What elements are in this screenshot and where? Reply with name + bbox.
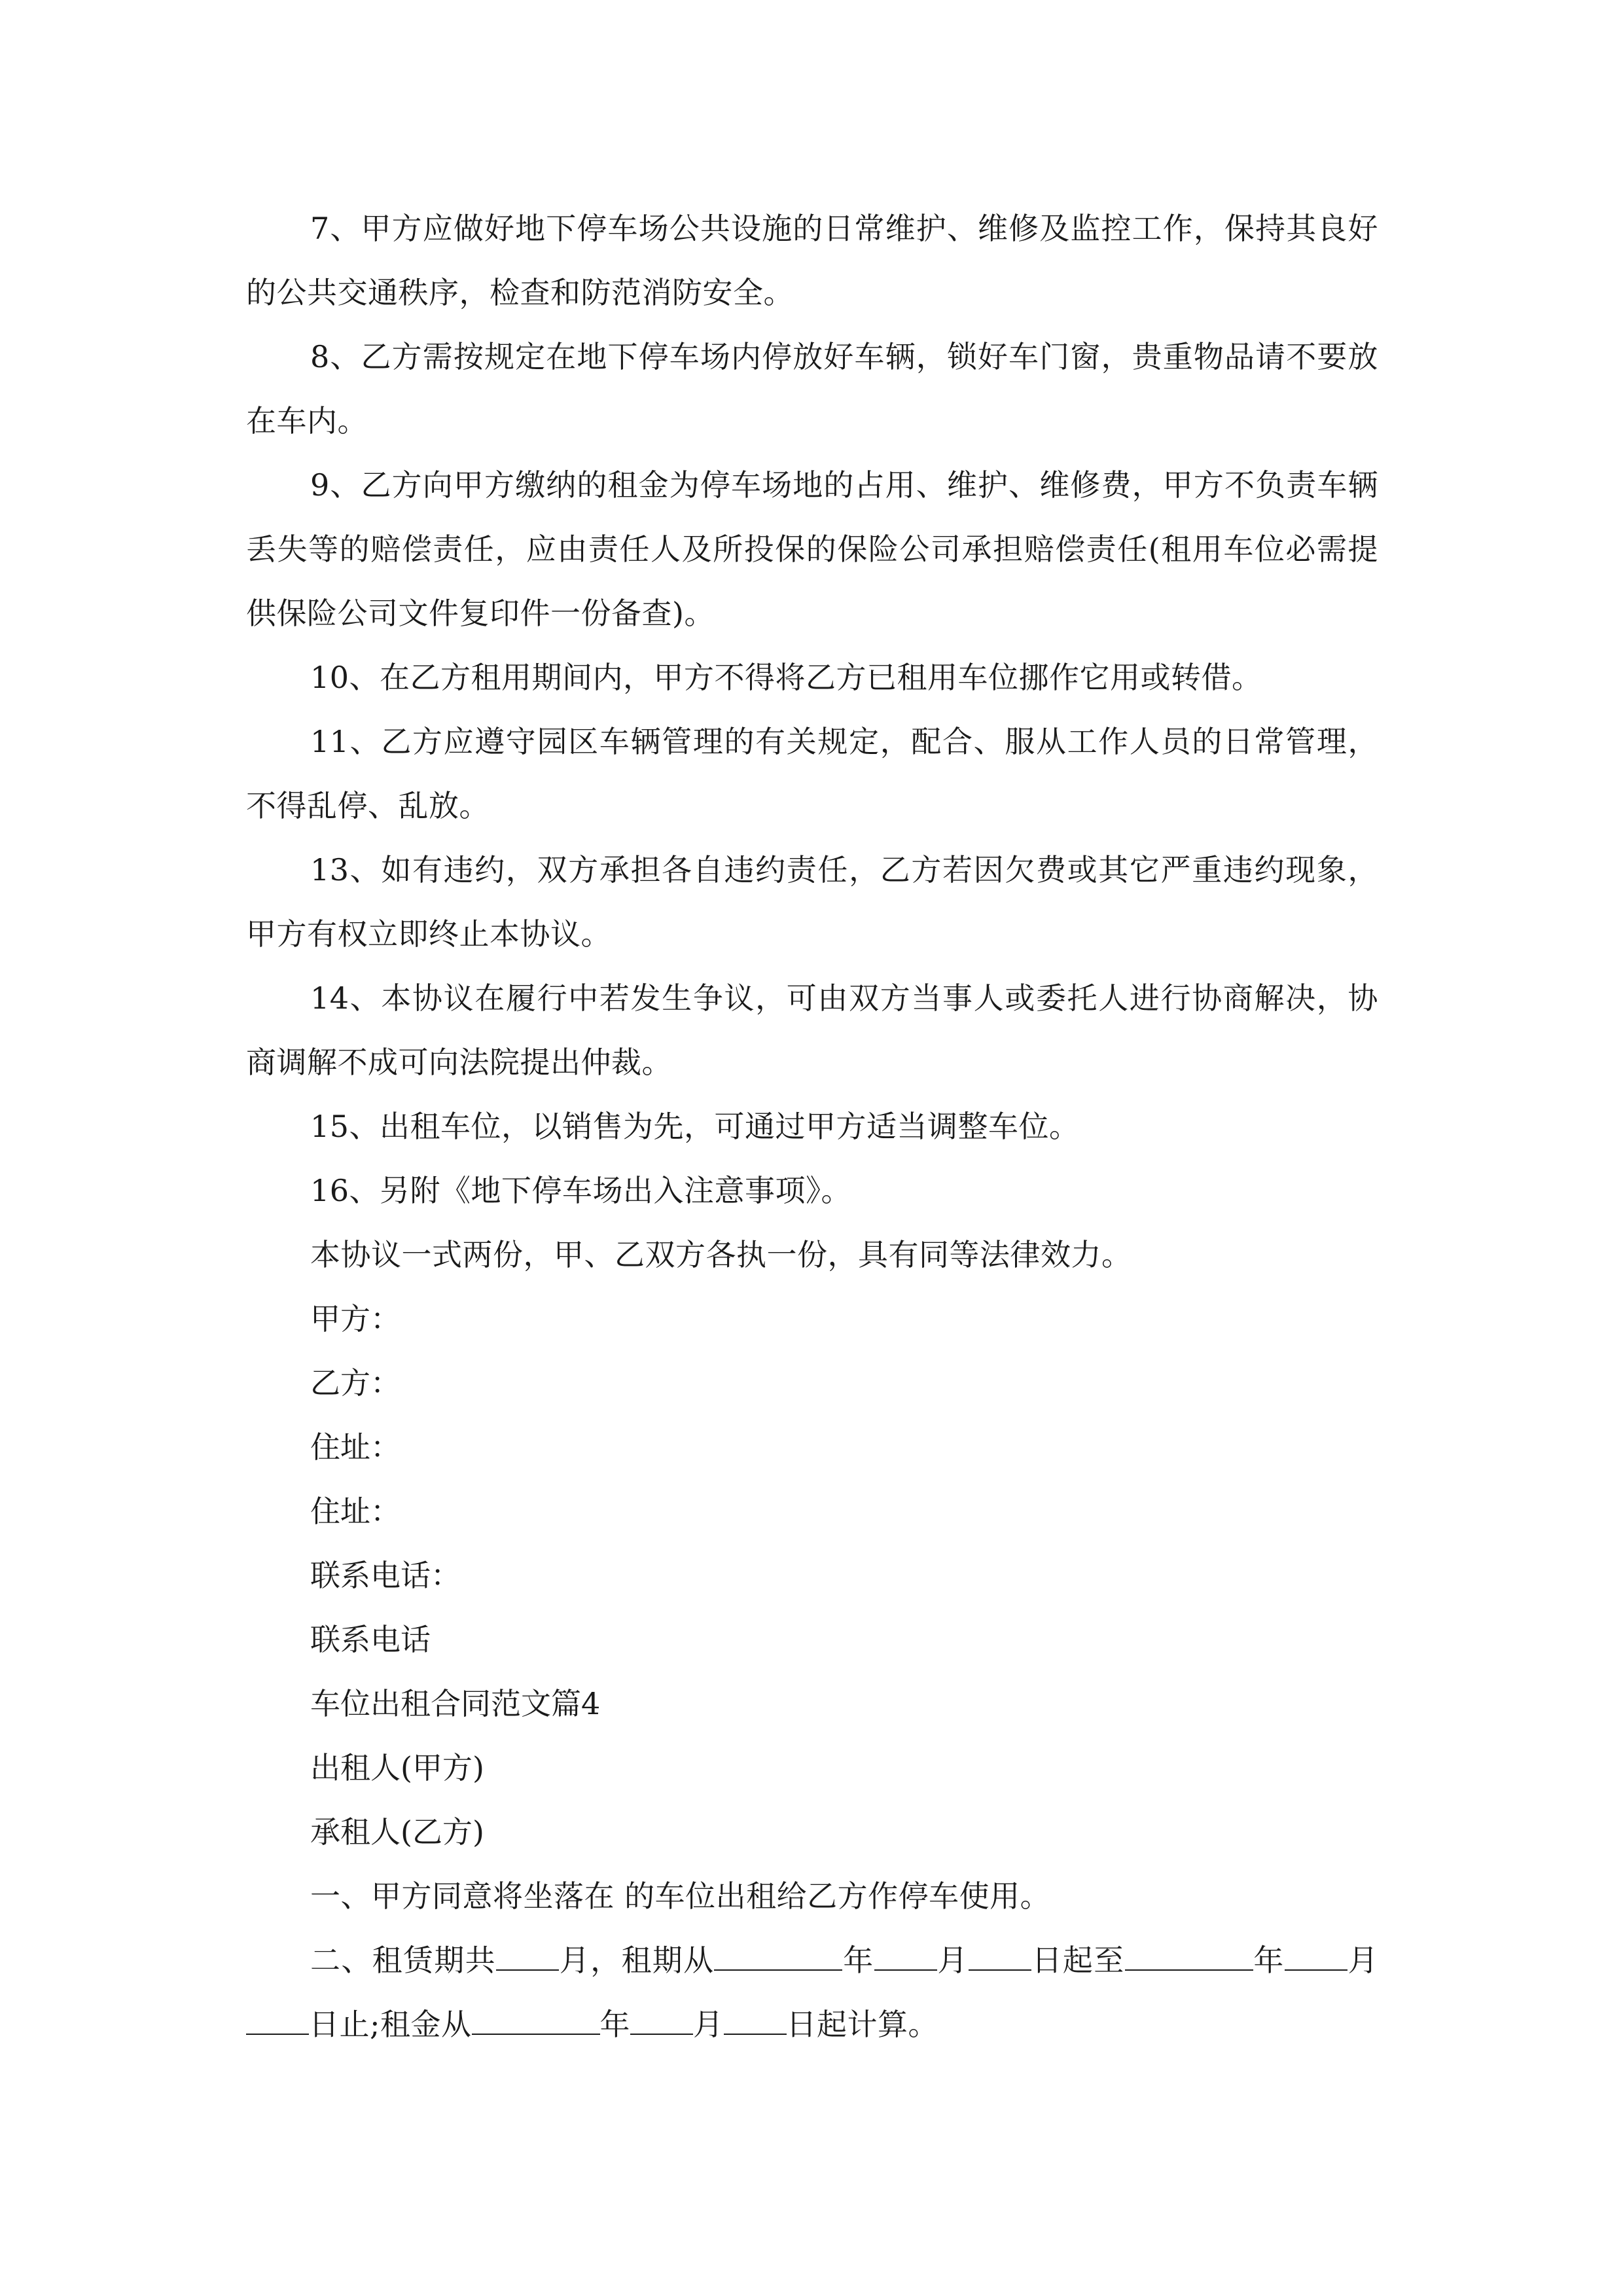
blank-start-month [874, 1943, 937, 1971]
article-2-text-4: 月 [936, 1943, 969, 1978]
clause-7: 7、甲方应做好地下停车场公共设施的日常维护、维修及监控工作，保持其良好的公共交通秩序，检查和防范消防安全。 [246, 211, 1378, 310]
lessee-label: 承租人(乙方) [310, 1814, 484, 1850]
blank-end-day [246, 2007, 309, 2035]
document-body [246, 196, 1378, 2056]
lessor-label: 出租人(甲方) [310, 1750, 484, 1785]
blank-rent-year [472, 2007, 600, 2035]
blank-rent-day [724, 2007, 787, 2035]
blank-start-year [714, 1943, 842, 1971]
signature-phone-a: 联系电话： [310, 1558, 461, 1593]
signature-party-a: 甲方： [310, 1301, 401, 1336]
blank-end-month [1285, 1943, 1347, 1971]
blank-rent-month [630, 2007, 693, 2035]
signature-address-b: 住址： [310, 1494, 401, 1529]
clause-16: 16、另附《地下停车场出入注意事项》。 [310, 1173, 852, 1208]
article-2-text-8: 日止;租金从 [309, 2007, 472, 2042]
clause-15: 15、出租车位，以销售为先，可通过甲方适当调整车位。 [310, 1109, 1080, 1144]
article-2-text-2: 月，租期从 [558, 1943, 715, 1978]
validity-statement: 本协议一式两份，甲、乙双方各执一份，具有同等法律效力。 [310, 1237, 1132, 1272]
article-2-text-5: 日起至 [1031, 1943, 1125, 1978]
clause-10: 10、在乙方租用期间内，甲方不得将乙方已租用车位挪作它用或转借。 [310, 660, 1262, 695]
blank-end-year [1125, 1943, 1253, 1971]
article-2-text-3: 年 [842, 1943, 874, 1978]
clause-14: 14、本协议在履行中若发生争议，可由双方当事人或委托人进行协商解决，协商调解不成可向法院提出仲裁。 [246, 980, 1378, 1080]
clause-13: 13、如有违约，双方承担各自违约责任，乙方若因欠费或其它严重违约现象，甲方有权立即终止本协议。 [246, 852, 1378, 952]
article-2-text-11: 日起计算。 [786, 2007, 938, 2042]
article-2-text-10: 月 [693, 2007, 724, 2042]
blank-lease-months [496, 1943, 559, 1971]
signature-phone-b: 联系电话 [310, 1622, 431, 1657]
clause-8: 8、乙方需按规定在地下停车场内停放好车辆，锁好车门窗，贵重物品请不要放在车内。 [246, 339, 1378, 439]
article-2 [246, 1928, 1378, 2056]
blank-start-day [969, 1943, 1031, 1971]
signature-party-b: 乙方： [310, 1365, 401, 1401]
clause-9: 9、乙方向甲方缴纳的租金为停车场地的占用、维护、维修费，甲方不负责车辆丢失等的赔偿责任，应由责任人及所投保的保险公司承担赔偿责任(租用车位必需提供保险公司文件复印件一份备查)。 [246, 467, 1378, 631]
clause-11: 11、乙方应遵守园区车辆管理的有关规定，配合、服从工作人员的日常管理，不得乱停、乱放。 [246, 724, 1378, 823]
article-2-text-9: 年 [599, 2007, 630, 2042]
section-title: 车位出租合同范文篇4 [310, 1686, 601, 1721]
article-1: 一、甲方同意将坐落在 的车位出租给乙方作停车使用。 [310, 1878, 1051, 1914]
article-2-text-1: 二、租赁期共 [310, 1943, 496, 1978]
signature-address-a: 住址： [310, 1429, 401, 1465]
article-2-text-7: 月 [1347, 1943, 1379, 1978]
article-2-text-6: 年 [1253, 1943, 1285, 1978]
